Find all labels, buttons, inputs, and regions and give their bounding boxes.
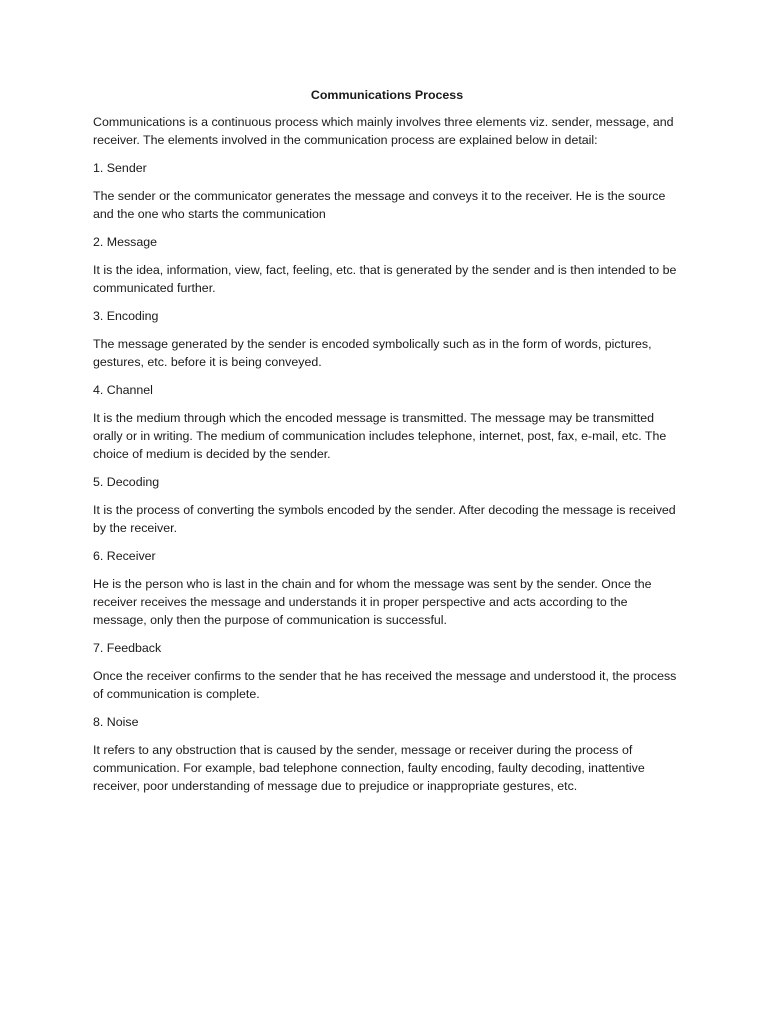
section-body: It is the medium through which the encoded message is transmitted. The message may be transmitted orally or in writing. The medium of communication includes telephone, internet, post, fax, e-mail, etc. The choice of medium is decided by the sender. (93, 411, 667, 461)
section-heading: 5. Decoding (93, 475, 160, 489)
section-encoding (93, 307, 681, 371)
document-page (93, 86, 681, 805)
section-body: It is the idea, information, view, fact, feeling, etc. that is generated by the sender and is then intended to be communicated further. (93, 263, 677, 295)
section-body: It refers to any obstruction that is caused by the sender, message or receiver during the process of communication. For example, bad telephone connection, faulty encoding, faulty decoding, inattentive receiver, poor understanding of message due to prejudice or inappropriate gestures, etc. (93, 743, 645, 793)
section-heading: 3. Encoding (93, 309, 159, 323)
section-body: He is the person who is last in the chain and for whom the message was sent by the sender. Once the receiver receives the message and understands it in proper perspective and acts according to the message, only then the purpose of communication is successful. (93, 577, 652, 627)
section-noise (93, 713, 681, 795)
section-heading: 7. Feedback (93, 641, 162, 655)
section-heading: 8. Noise (93, 715, 139, 729)
section-heading: 2. Message (93, 235, 158, 249)
section-body: Once the receiver confirms to the sender that he has received the message and understood it, the process of communication is complete. (93, 669, 677, 701)
section-body: The message generated by the sender is encoded symbolically such as in the form of words, pictures, gestures, etc. before it is being conveyed. (93, 337, 652, 369)
section-feedback (93, 639, 681, 703)
section-message (93, 233, 681, 297)
section-channel (93, 381, 681, 463)
section-heading: 4. Channel (93, 383, 153, 397)
section-heading: 1. Sender (93, 161, 147, 175)
document-title: Communications Process (310, 88, 464, 102)
section-sender (93, 159, 681, 223)
section-decoding (93, 473, 681, 537)
section-heading: 6. Receiver (93, 549, 156, 563)
section-receiver (93, 547, 681, 629)
section-body: It is the process of converting the symbols encoded by the sender. After decoding the message is received by the receiver. (93, 503, 676, 535)
section-body: The sender or the communicator generates the message and conveys it to the receiver. He is the source and the one who starts the communication (93, 189, 666, 221)
intro-paragraph: Communications is a continuous process which mainly involves three elements viz. sender, message, and receiver. The elements involved in the communication process are explained below in detail: (93, 115, 674, 147)
